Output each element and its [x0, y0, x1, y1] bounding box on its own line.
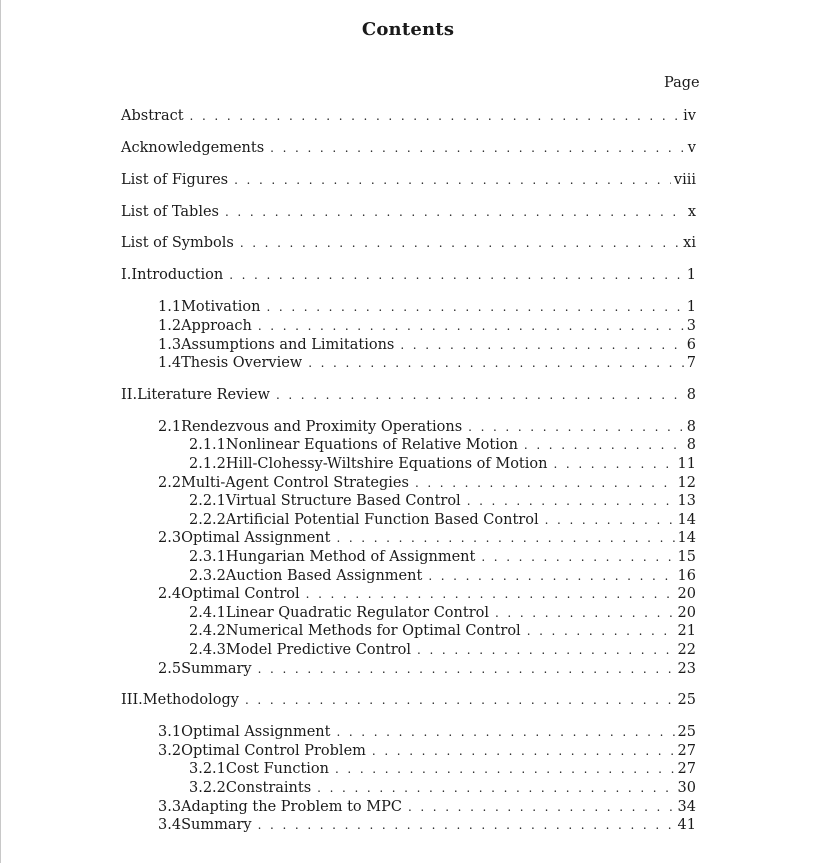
dot-leader [229, 268, 684, 282]
toc-entry-label: Hill-Clohessy-Wiltshire Equations of Motion [225, 456, 548, 472]
toc-entry-page: 14 [677, 512, 696, 528]
toc-entry-page: x [687, 204, 696, 220]
dot-leader [190, 109, 681, 123]
toc-entry-number: I. [121, 267, 132, 283]
toc-entry-page: 12 [677, 475, 696, 491]
toc-entry[interactable] [121, 267, 696, 286]
toc-entry-label: Adapting the Problem to MPC [181, 799, 402, 815]
toc-entry-page: 8 [686, 387, 696, 403]
toc-entry-number: 2.4.2 [189, 623, 226, 639]
dot-leader [306, 587, 675, 601]
dot-leader [527, 624, 675, 638]
toc-entry-number: II. [121, 387, 138, 403]
toc-entry-label: Auction Based Assignment [225, 568, 423, 584]
toc-entry-page: 34 [677, 799, 696, 815]
dot-leader [270, 141, 685, 155]
toc-entry-page: 22 [677, 642, 696, 658]
toc-entry-page: iv [683, 108, 696, 124]
dot-leader [524, 438, 684, 452]
dot-leader [408, 800, 675, 814]
dot-leader [400, 338, 683, 352]
toc-entry-number: 2.2.1 [189, 493, 226, 509]
toc-entry[interactable] [121, 387, 696, 406]
dot-leader [372, 744, 675, 758]
toc-entry[interactable] [158, 337, 696, 356]
toc-entry[interactable] [158, 318, 696, 337]
toc-entry-number: 3.2 [158, 743, 182, 759]
dot-leader [417, 643, 675, 657]
dot-leader [545, 513, 675, 527]
toc-entry-label: Hungarian Method of Assignment [225, 549, 476, 565]
dot-leader [245, 693, 675, 707]
toc-entry[interactable] [189, 642, 696, 661]
toc-entry-label: Optimal Control Problem [181, 743, 366, 759]
toc-entry[interactable] [158, 475, 696, 494]
toc-entry[interactable] [189, 512, 696, 531]
toc-entry[interactable] [121, 172, 696, 191]
toc-entry-number: 2.3.1 [189, 549, 226, 565]
dot-leader [415, 476, 675, 490]
dot-leader [258, 662, 675, 676]
toc-entry-page: 7 [686, 355, 696, 371]
toc-entry-number: 2.4.3 [189, 642, 226, 658]
toc-entry-label: Literature Review [137, 387, 270, 403]
dot-leader [276, 388, 684, 402]
toc-entry-page: 27 [677, 743, 696, 759]
dot-leader [553, 457, 674, 471]
toc-entry-number: 2.1 [158, 419, 182, 435]
toc-entry-label: Multi-Agent Control Strategies [181, 475, 409, 491]
toc-entry-label: Cost Function [225, 761, 329, 777]
toc-entry-number: 3.2.1 [189, 761, 226, 777]
toc-entry-page: 25 [677, 724, 696, 740]
dot-leader [258, 818, 675, 832]
toc-entry-label: Rendezvous and Proximity Operations [181, 419, 463, 435]
toc-entry-label: Methodology [142, 692, 239, 708]
dot-leader [317, 781, 674, 795]
toc-entry-page: xi [683, 235, 696, 251]
toc-entry-label: Optimal Control [181, 586, 300, 602]
toc-entry-page: 27 [677, 761, 696, 777]
toc-entry-label: List of Symbols [121, 235, 234, 251]
dot-leader [335, 762, 675, 776]
dot-leader [258, 319, 684, 333]
dot-leader [225, 205, 685, 219]
toc-entry[interactable] [121, 235, 696, 254]
dot-leader [428, 569, 674, 583]
toc-entry-page: 16 [677, 568, 696, 584]
page-title: Contents [361, 19, 455, 40]
toc-entry-label: Summary [181, 661, 252, 677]
toc-entry[interactable] [189, 493, 696, 512]
toc-entry[interactable] [121, 140, 696, 159]
toc-entry-number: 3.3 [158, 799, 182, 815]
toc-entry-number: 2.2 [158, 475, 182, 491]
toc-entry-label: Abstract [121, 108, 184, 124]
toc-entry-number: III. [121, 692, 143, 708]
dot-leader [467, 494, 675, 508]
dot-leader [495, 606, 675, 620]
toc-entry-page: 1 [686, 299, 696, 315]
toc-entry[interactable] [189, 549, 696, 568]
toc-entry-label: Numerical Methods for Optimal Control [225, 623, 521, 639]
toc-entry-label: Acknowledgements [121, 140, 265, 156]
toc-entry-number: 2.1.2 [189, 456, 226, 472]
dot-leader [240, 236, 680, 250]
dot-leader [336, 725, 674, 739]
toc-entry[interactable] [158, 743, 696, 762]
toc-entry[interactable] [189, 780, 696, 799]
toc-entry-number: 2.4.1 [189, 605, 226, 621]
toc-entry-page: 30 [677, 780, 696, 796]
toc-entry-label: Virtual Structure Based Control [225, 493, 461, 509]
toc-entry[interactable] [189, 605, 696, 624]
toc-entry-page: 23 [677, 661, 696, 677]
dot-leader [308, 356, 684, 370]
toc-entry-page: 25 [677, 692, 696, 708]
toc-entry-label: Approach [181, 318, 252, 334]
toc-entry-page: 20 [677, 586, 696, 602]
dot-leader [481, 550, 674, 564]
dot-leader [336, 531, 674, 545]
toc-entry-label: Optimal Assignment [181, 530, 331, 546]
toc-entry-number: 1.3 [158, 337, 182, 353]
toc-entry-page: 41 [677, 817, 696, 833]
toc-entry-page: 21 [677, 623, 696, 639]
toc-entry[interactable] [158, 355, 696, 374]
toc-entry-page: v [687, 140, 696, 156]
toc-entry-label: Nonlinear Equations of Relative Motion [225, 437, 518, 453]
toc-entry-page: 20 [677, 605, 696, 621]
toc-entry-number: 2.3.2 [189, 568, 226, 584]
toc-entry-page: viii [673, 172, 696, 188]
toc-entry-label: Model Predictive Control [225, 642, 412, 658]
toc-entry-number: 2.4 [158, 586, 182, 602]
toc-entry-page: 14 [677, 530, 696, 546]
toc-entry-label: Constraints [225, 780, 312, 796]
dot-leader [234, 173, 671, 187]
toc-entry[interactable] [158, 724, 696, 743]
toc-entry-label: List of Tables [121, 204, 219, 220]
toc-entry-number: 1.2 [158, 318, 182, 334]
toc-entry-number: 2.3 [158, 530, 182, 546]
toc-entry[interactable] [121, 692, 696, 711]
toc-entry-number: 3.1 [158, 724, 182, 740]
toc-entry-page: 11 [677, 456, 696, 472]
toc-entry-label: Summary [181, 817, 252, 833]
toc-entry[interactable] [158, 817, 696, 836]
toc-entry-label: Introduction [131, 267, 224, 283]
toc-entry-number: 2.2.2 [189, 512, 226, 528]
toc-entry[interactable] [158, 419, 696, 438]
toc-entry[interactable] [189, 456, 696, 475]
toc-entry-page: 8 [686, 437, 696, 453]
toc-entry[interactable] [189, 761, 696, 780]
toc-entry[interactable] [158, 299, 696, 318]
toc-entry[interactable] [121, 204, 696, 223]
toc-entry-number: 2.1.1 [189, 437, 226, 453]
toc-entry-number: 3.2.2 [189, 780, 226, 796]
toc-entry-number: 3.4 [158, 817, 182, 833]
toc-entry-number: 1.4 [158, 355, 182, 371]
toc-entry-page: 6 [686, 337, 696, 353]
toc-entry-number: 2.5 [158, 661, 182, 677]
toc-entry-label: Linear Quadratic Regulator Control [225, 605, 489, 621]
toc-entry-label: Motivation [181, 299, 261, 315]
toc-entry-page: 8 [686, 419, 696, 435]
toc-entry[interactable] [121, 108, 696, 127]
toc-entry[interactable] [158, 661, 696, 680]
toc-entry[interactable] [189, 437, 696, 456]
toc-entry-label: Thesis Overview [181, 355, 303, 371]
toc-entry-page: 15 [677, 549, 696, 565]
toc-entry-number: 1.1 [158, 299, 182, 315]
dot-leader [468, 420, 684, 434]
toc-entry[interactable] [158, 799, 696, 818]
dot-leader [266, 300, 683, 314]
toc-entry[interactable] [158, 586, 696, 605]
toc-entry-label: List of Figures [121, 172, 229, 188]
toc-entry[interactable] [158, 530, 696, 549]
toc-entry-page: 1 [686, 267, 696, 283]
toc-entry-page: 3 [686, 318, 696, 334]
page-column-label: Page [664, 75, 700, 91]
toc-entry-label: Optimal Assignment [181, 724, 331, 740]
toc-entry-label: Assumptions and Limitations [181, 337, 395, 353]
toc-entry-page: 13 [677, 493, 696, 509]
toc-entry[interactable] [189, 568, 696, 587]
toc-entry[interactable] [189, 623, 696, 642]
toc-entry-label: Artificial Potential Function Based Control [225, 512, 539, 528]
